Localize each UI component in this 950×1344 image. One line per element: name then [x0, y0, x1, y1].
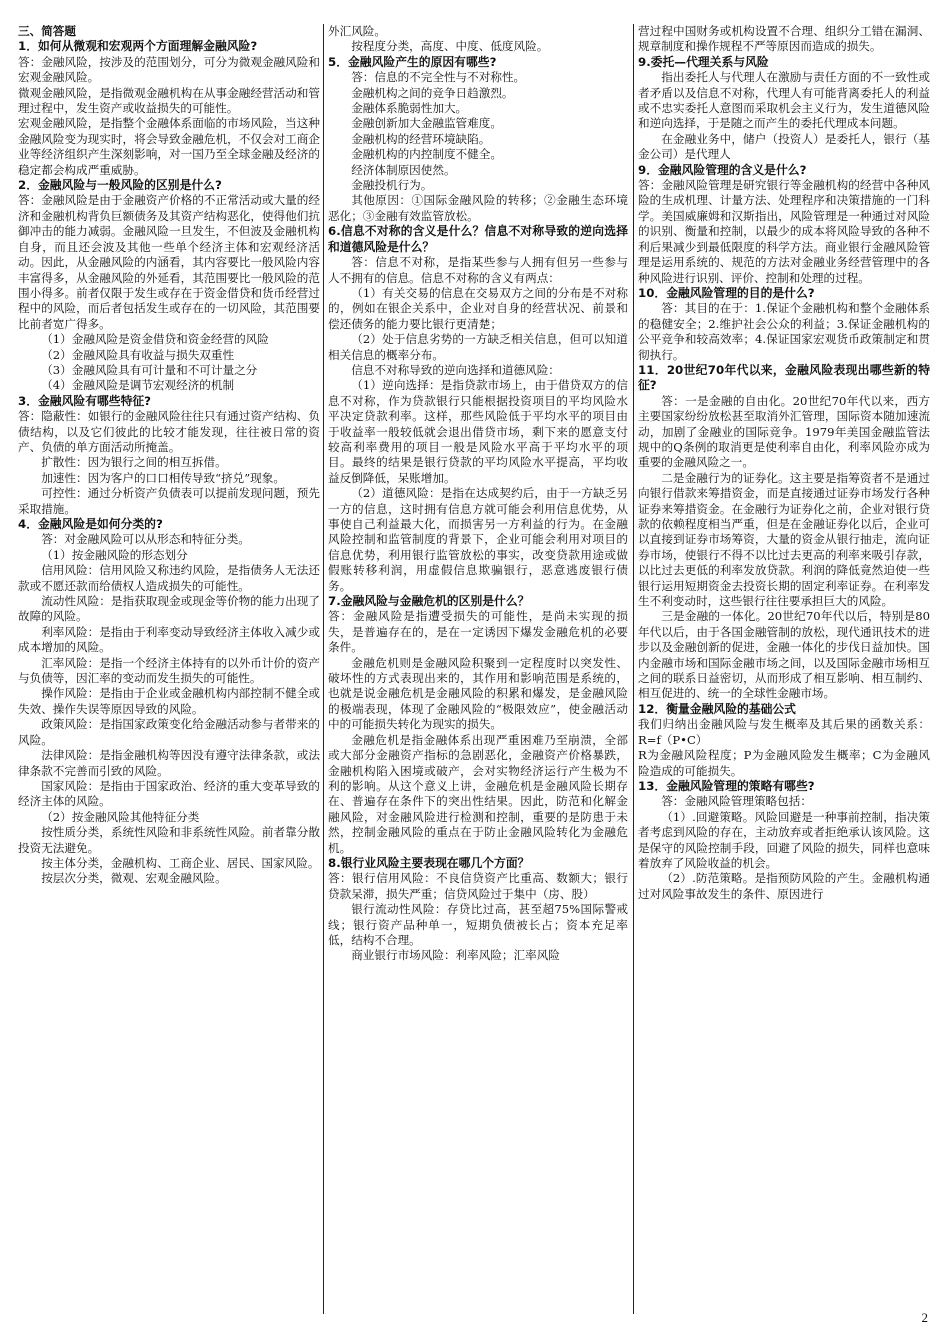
- answer-paragraph: 答：金融风险是由于金融资产价格的不正常活动或大量的经济和金融机构背负巨额债务及其资产结构恶化，使得他们抗御冲击的能力减弱。金融风险一旦发生，不但波及金融机构自身，而且还会波及其他一些单个经济主体和宏观经济活动。因此，从金融风险的内涵看，其内容要比一般风险内容丰富得多，从金融风险的外延看，其范围要比一般风险的范围小得多。前者仅限于发生或存在于资金借贷和货币经营过程中的风险，而后者包括发生或存在的一切风险，其范围要比前者宽广得多。: [18, 193, 320, 331]
- answer-paragraph: 其他原因：①国际金融风险的转移；②金融生态环境恶化；③金融有效监管放松。: [328, 193, 628, 223]
- answer-paragraph: 商业银行市场风险：利率风险；汇率风险: [351, 948, 560, 963]
- answer-paragraph: 答：其目的在于：1.保证个金融机构和整个金融体系的稳健安全；2.维护社会公众的利益；3.保证金融机构的公平竞争和较高效率；4.保证国家宏观货币政策制定和贯彻执行。: [638, 301, 930, 362]
- answer-paragraph: 金融危机是指金融体系出现严重困难乃至崩溃，全部或大部分金融资产指标的急剧恶化，金融资产价格暴跌，金融机构陷入困境或破产，会对实物经济运行产生极为不利的影响。从这个意义上讲，金融危机是金融风险长期存在、普遍存在条件下的突出性结果。因此，防范和化解金融风险，对金融风险进行检测和控制，重要的是防患于未然，控制金融风险的重点在于防止金融风险转化为金融危机。: [328, 732, 628, 855]
- answer-paragraph: （1）金融风险是资金借贷和资金经营的风险: [41, 332, 269, 347]
- answer-paragraph: 二是金融行为的证券化。这主要是指筹资者不是通过向银行借款来筹措资金，而是直接通过证券市场发行各种证券来筹措资金。在金融行为证券化之前，企业对银行贷款的依赖程度相当严重，但是在金融证券化以后，企业可以直接到证券市场筹资，大量的资金从银行抽走，流向证券市场，使银行不得不以比过去更高的利率来吸引存款，以比过去更低的利率发放贷款。利润的降低竟然迫使一些银行运用短期资金去投资长期的固定利率证券。在利率发生不利变动时，这些银行往往要承担巨大的风险。: [638, 470, 930, 609]
- section-heading: 三、简答题: [18, 24, 76, 38]
- answer-paragraph: 外汇风险。: [328, 24, 386, 38]
- column-middle: [328, 24, 628, 1314]
- answer-paragraph: （2）.防范策略。是指预防风险的产生。金融机构通过对风险事故发生的条件、原因进行: [638, 871, 930, 901]
- answer-paragraph: 答：金融风险管理是研究银行等金融机构的经营中各种风险的生成机理、计量方法、处理程序和决策措施的一门科学。美国威廉姆和汉斯指出，风险管理是一种通过对风险的识别、衡量和控制，以最少的成本将风险导致的各种不利后果减少到最低限度的科学方法。商业银行金融风险管理是运用系统的、规范的方法对金融业务经营管理中的各种风险进行识别、评价、控制和处理的过程。: [638, 178, 930, 285]
- answer-paragraph: 答：金融风险管理策略包括：: [661, 794, 812, 809]
- answer-paragraph: 流动性风险：是指获取现金或现金等价物的能力出现了故障的风险。: [18, 594, 320, 624]
- document-page: [18, 24, 930, 1314]
- answer-paragraph: 我们归纳出金融风险与发生概率及其后果的函数关系：R=f（P•C）: [638, 717, 930, 747]
- answer-paragraph: 答：信息不对称，是指某些参与人拥有但另一些参与人不拥有的信息。信息不对称的含义有两点：: [328, 255, 628, 285]
- answer-paragraph: （2）道德风险：是指在达成契约后，由于一方缺乏另一方的信息，这时拥有信息方就可能会利用信息优势，从事使自己利益最大化，而损害另一方利益的行为。在金融风险控制和监管制度的背景下，企业可能会利用对项目的信息优势，利用银行监管放松的事实，改变贷款用途或做假账转移利润，用虚假信息欺骗银行，恶意逃废银行债务。: [328, 486, 628, 593]
- answer-paragraph: 汇率风险：是指一个经济主体持有的以外币计价的资产与负债等，因汇率的变动而发生损失的可能性。: [18, 655, 320, 686]
- question-heading: 10．金融风险管理的目的是什么?: [638, 285, 815, 300]
- answer-paragraph: （1）逆向选择：是指贷款市场上，由于借贷双方的信息不对称，作为贷款银行只能根据投资项目的平均风险水平决定贷款利率。这样，那些风险低于平均水平的项目由于收益率一般较低就会退出借贷市场，剩下来的愿意支付较高利率费用的项目一般是风险水平高于平均水平的项目。最终的结果是银行贷款的平均风险水平提高，平均收益反倒降低，呆账增加。: [328, 378, 628, 485]
- answer-paragraph: （3）金融风险具有可计量和不可计量之分: [41, 362, 258, 377]
- answer-paragraph: 法律风险：是指金融机构等因没有遵守法律条款，或法律条款不完善而引致的风险。: [18, 748, 320, 778]
- answer-paragraph: 金融创新加大金融监管难度。: [351, 116, 502, 131]
- question-heading: 1．如何从微观和宏观两个方面理解金融风险?: [18, 39, 258, 54]
- question-heading: 2．金融风险与一般风险的区别是什么?: [18, 178, 222, 193]
- answer-paragraph: 银行流动性风险：存贷比过高，甚至超75%国际警戒线；银行资产品种单一，短期负债被长占；资本充足率低，结构不合理。: [328, 902, 628, 947]
- answer-paragraph: 按性质分类，系统性风险和非系统性风险。前者靠分散投资无法避免。: [18, 825, 320, 855]
- answer-paragraph: 金融投机行为。: [351, 178, 433, 193]
- answer-paragraph: 营过程中国财务或机构设置不合理、组织分工错在漏洞、规章制度和操作规程不严等原因而造成的损失。: [638, 24, 930, 54]
- answer-paragraph: （2）按金融风险其他特征分类: [41, 809, 200, 824]
- answer-paragraph: 国家风险：是指由于国家政治、经济的重大变革导致的经济主体的风险。: [18, 778, 320, 809]
- question-heading: 5．金融风险产生的原因有哪些?: [328, 54, 497, 69]
- answer-paragraph: 答：一是金融的自由化。20世纪70年代以来，西方主要国家纷纷放松甚至取消外汇管理，国际资本随加速流动，加剧了金融业的国际竞争。1979年美国金融监管法规中的Q条例的取消更是使利率自由化，利率风险亦成为重要的金融风险之一。: [638, 393, 930, 470]
- answer-paragraph: 信息不对称导致的逆向选择和道德风险：: [351, 362, 560, 377]
- answer-paragraph: 政策风险：是指国家政策变化给金融活动参与者带来的风险。: [18, 717, 320, 747]
- answer-paragraph: 指出委托人与代理人在激励与责任方面的不一致性或者矛盾以及信息不对称，代理人有可能背离委托人的利益或不忠实委托人意图而采取机会主义行为，发生道德风险和逆向选择，于是随之而产生的委托代理成本问题。: [638, 70, 930, 131]
- answer-paragraph: 金融危机则是金融风险积聚到一定程度时以突发性、破坏性的方式表现出来的，其作用和影响范围是系统的，也就是说金融危机是金融风险的积累和爆发，是金融风险的极端表现，体现了金融风险的“极限效应”，使金融活动中的可能损失转化为现实的损失。: [328, 655, 628, 732]
- answer-paragraph: 扩散性：因为银行之间的相互拆借。: [41, 455, 227, 470]
- answer-paragraph: 金融机构之间的竞争日趋激烈。: [351, 85, 514, 100]
- answer-paragraph: 可控性：通过分析资产负债表可以提前发现问题，预先采取措施。: [18, 486, 320, 516]
- question-heading: 13．金融风险管理的策略有哪些?: [638, 778, 815, 793]
- answer-paragraph: 三是金融的一体化。20世纪70年代以后，特别是80年代以后，由于各国金融管制的放松，现代通讯技术的进步以及金融创新的促进，金融一体化的步伐日益加快。国内金融市场和国际金融市场之间，以及国际金融市场相互之间的联系日益密切，从而形成了相互影响、相互制约、相互促进的、统一的全球性金融市场。: [638, 609, 930, 701]
- answer-paragraph: （2）金融风险具有收益与损失双重性: [41, 347, 235, 362]
- question-heading: 8.银行业风险主要表现在哪几个方面？: [328, 855, 530, 870]
- question-heading: 11．20世纪70年代以来，金融风险表现出哪些新的特征?: [638, 362, 930, 393]
- column-divider: [323, 24, 324, 1314]
- question-heading: 6.信息不对称的含义是什么？信息不对称导致的逆向选择和道德风险是什么？: [328, 224, 628, 254]
- answer-paragraph: （4）金融风险是调节宏观经济的机制: [41, 378, 235, 393]
- page-number: 2: [921, 1310, 928, 1325]
- answer-paragraph: 金融机构的内控制度不健全。: [351, 147, 502, 162]
- answer-paragraph: 按层次分类，微观、宏观金融风险。: [41, 871, 227, 886]
- answer-paragraph: 金融体系脆弱性加大。: [351, 101, 468, 116]
- answer-paragraph: 按主体分类，金融机构、工商企业、居民、国家风险。: [41, 855, 320, 870]
- answer-paragraph: 答：金融风险，按涉及的范围划分，可分为微观金融风险和宏观金融风险。: [18, 54, 320, 85]
- column-left: [18, 24, 320, 1314]
- column-right: [638, 24, 930, 1314]
- question-heading: 12．衡量金融风险的基础公式: [638, 701, 796, 716]
- answer-paragraph: 信用风险：信用风险又称违约风险，是指债务人无法还款或不愿还款而给债权人造成损失的可能性。: [18, 563, 320, 593]
- answer-paragraph: 微观金融风险，是指微观金融机构在从事金融经营活动和管理过程中，发生资产或收益损失的可能性。: [18, 85, 320, 116]
- answer-paragraph: 操作风险：是指由于企业或金融机构内部控制不健全或失效、操作失误等原因导致的风险。: [18, 686, 320, 716]
- answer-paragraph: 答：隐蔽性：如银行的金融风险往往只有通过资产结构、负债结构，以及它们彼此的比较才能发现，往往被日常的资产、负债的单方面活动所掩盖。: [18, 409, 320, 454]
- question-heading: 9．金融风险管理的含义是什么?: [638, 162, 807, 177]
- question-heading: 3．金融风险有哪些特征?: [18, 393, 152, 408]
- answer-paragraph: 在金融业务中，储户（投资人）是委托人，银行（基金公司）是代理人: [638, 131, 930, 162]
- answer-paragraph: 利率风险：是指由于利率变动导致经济主体收入减少或成本增加的风险。: [18, 624, 320, 655]
- answer-paragraph: （2）处于信息劣势的一方缺乏相关信息，但可以知道相关信息的概率分布。: [328, 332, 628, 362]
- answer-paragraph: 答：金融风险是指遭受损失的可能性，是尚未实现的损失，是普遍存在的，是在一定诱因下爆发金融危机的必要条件。: [328, 609, 628, 655]
- question-heading: 4．金融风险是如何分类的?: [18, 517, 163, 531]
- answer-paragraph: 答：对金融风险可以从形态和特征分类。: [41, 532, 250, 547]
- column-divider: [633, 24, 634, 1314]
- answer-paragraph: 答：信息的不完全性与不对称性。: [351, 70, 526, 85]
- question-heading: 9.委托—代理关系与风险: [638, 54, 769, 69]
- answer-paragraph: 宏观金融风险，是指整个金融体系面临的市场风险，当这种金融风险变为现实时，将会导致金融危机，不仅会对工商企业等经济组织产生深刻影响，对一国乃至全球金融及经济的稳定都会构成严重威胁。: [18, 116, 320, 177]
- answer-paragraph: （1）按金融风险的形态划分: [41, 547, 188, 562]
- answer-paragraph: 答：银行信用风险：不良信贷资产比重高、数额大；银行贷款呆滞，损失严重；信贷风险过于集中（房、股）: [328, 871, 628, 901]
- answer-paragraph: R为金融风险程度；P为金融风险发生概率；C为金融风险造成的可能损失。: [638, 748, 930, 778]
- answer-paragraph: 按程度分类，高度、中度、低度风险。: [351, 39, 549, 54]
- answer-paragraph: （1）.回避策略。风险回避是一种事前控制，指决策者考虑到风险的存在，主动放弃或者拒绝承认该风险。这是保守的风险控制手段，回避了风险的损失，同样也意味着放弃了风险收益的机会。: [638, 809, 930, 870]
- answer-paragraph: 经济体制原因使然。: [351, 162, 456, 177]
- answer-paragraph: （1）有关交易的信息在交易双方之间的分布是不对称的，例如在银企关系中，企业对自身的经营状况、前景和偿还债务的能力要比银行更清楚；: [328, 285, 628, 331]
- answer-paragraph: 金融机构的经营环境缺陷。: [351, 131, 491, 146]
- answer-paragraph: 加速性：因为客户的口口相传导致“挤兑”现象。: [41, 470, 285, 485]
- question-heading: 7.金融风险与金融危机的区别是什么？: [328, 594, 530, 609]
